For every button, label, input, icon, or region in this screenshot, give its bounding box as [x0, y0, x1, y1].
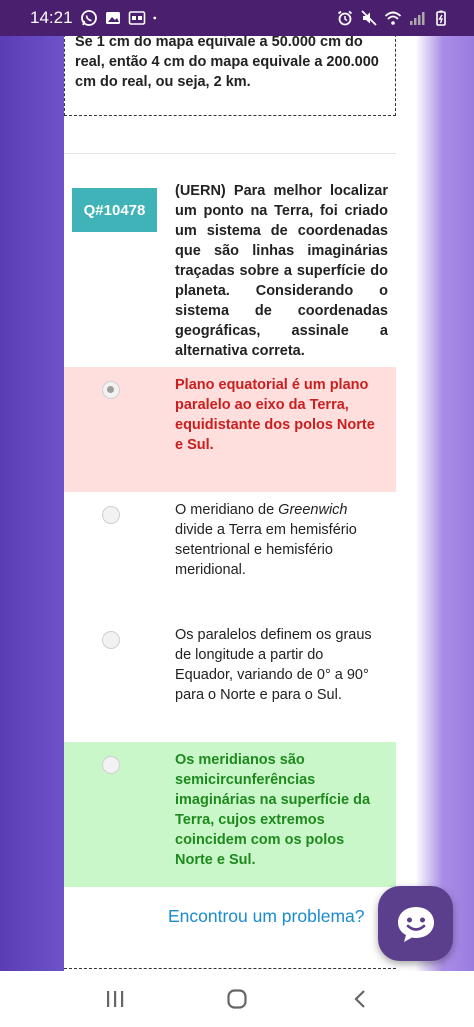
mute-icon [360, 9, 378, 27]
option-a-text: Plano equatorial é um plano paralelo ao eixo da Terra, equidistante dos polos Norte e Sul. [175, 377, 375, 453]
option-b-text-start: O meridiano de [175, 502, 279, 518]
recent-apps-icon[interactable] [103, 987, 127, 1011]
question-content[interactable] [64, 36, 396, 971]
next-box-border [64, 968, 396, 969]
option-a-radio[interactable] [102, 381, 120, 399]
side-panel-right [396, 36, 474, 971]
option-c-text: Os paralelos definem os graus de longitude a partir do Equador, variando de 0° a 90° para o Norte e para o Sul. [175, 627, 372, 703]
option-d-radio[interactable] [102, 756, 120, 774]
home-icon[interactable] [225, 987, 249, 1011]
option-c[interactable] [64, 617, 396, 742]
image-icon [104, 9, 122, 27]
question-id-badge [72, 188, 157, 232]
navigation-bar [0, 971, 474, 1027]
question-body: Para melhor localizar um ponto na Terra, foi criado um sistema de coordenadas que são linhas imaginárias traçadas sobre a superfície do planeta. Considerando o sistema de coordenadas geográficas, assinale a alternativa correta. [175, 183, 389, 359]
dot-icon [152, 9, 162, 27]
back-icon[interactable] [349, 987, 373, 1011]
option-c-radio[interactable] [102, 631, 120, 649]
status-left-icons [80, 9, 162, 27]
report-problem-link[interactable]: Encontrou um problema? [168, 906, 365, 926]
chat-smile-icon [394, 902, 438, 946]
option-b-text-end: divide a Terra em hemisfério setentrional e hemisfério meridional. [175, 522, 357, 578]
caption-icon [128, 9, 146, 27]
wifi-icon [384, 9, 402, 27]
signal-icon [408, 9, 426, 27]
divider [64, 153, 396, 154]
option-b-radio[interactable] [102, 506, 120, 524]
question-id-text: Q#10478 [83, 201, 146, 219]
question-source: (UERN) [175, 183, 226, 199]
whatsapp-icon [80, 9, 98, 27]
previous-answer-box [64, 36, 396, 116]
option-a[interactable] [64, 367, 396, 492]
status-bar [0, 0, 474, 36]
previous-answer-text: Se 1 cm do mapa equivale a 50.000 cm do real, então 4 cm do mapa equivale a 200.000 cm do real, ou seja, 2 km. [75, 36, 379, 90]
chat-fab-button[interactable] [378, 886, 453, 961]
option-d[interactable] [64, 742, 396, 887]
option-b-text-italic: Greenwich [278, 502, 348, 518]
option-b-text [175, 500, 385, 580]
option-b[interactable] [64, 492, 396, 617]
option-d-text: Os meridianos são semicircunferências imaginárias na superfície da Terra, cujos extremos coincidem com os polos Norte e Sul. [175, 752, 371, 868]
question-text [175, 181, 388, 361]
status-time: 14:21 [30, 8, 73, 27]
alarm-icon [336, 9, 354, 27]
status-right-icons [336, 9, 450, 27]
battery-icon [432, 9, 450, 27]
side-panel-left [0, 36, 64, 971]
